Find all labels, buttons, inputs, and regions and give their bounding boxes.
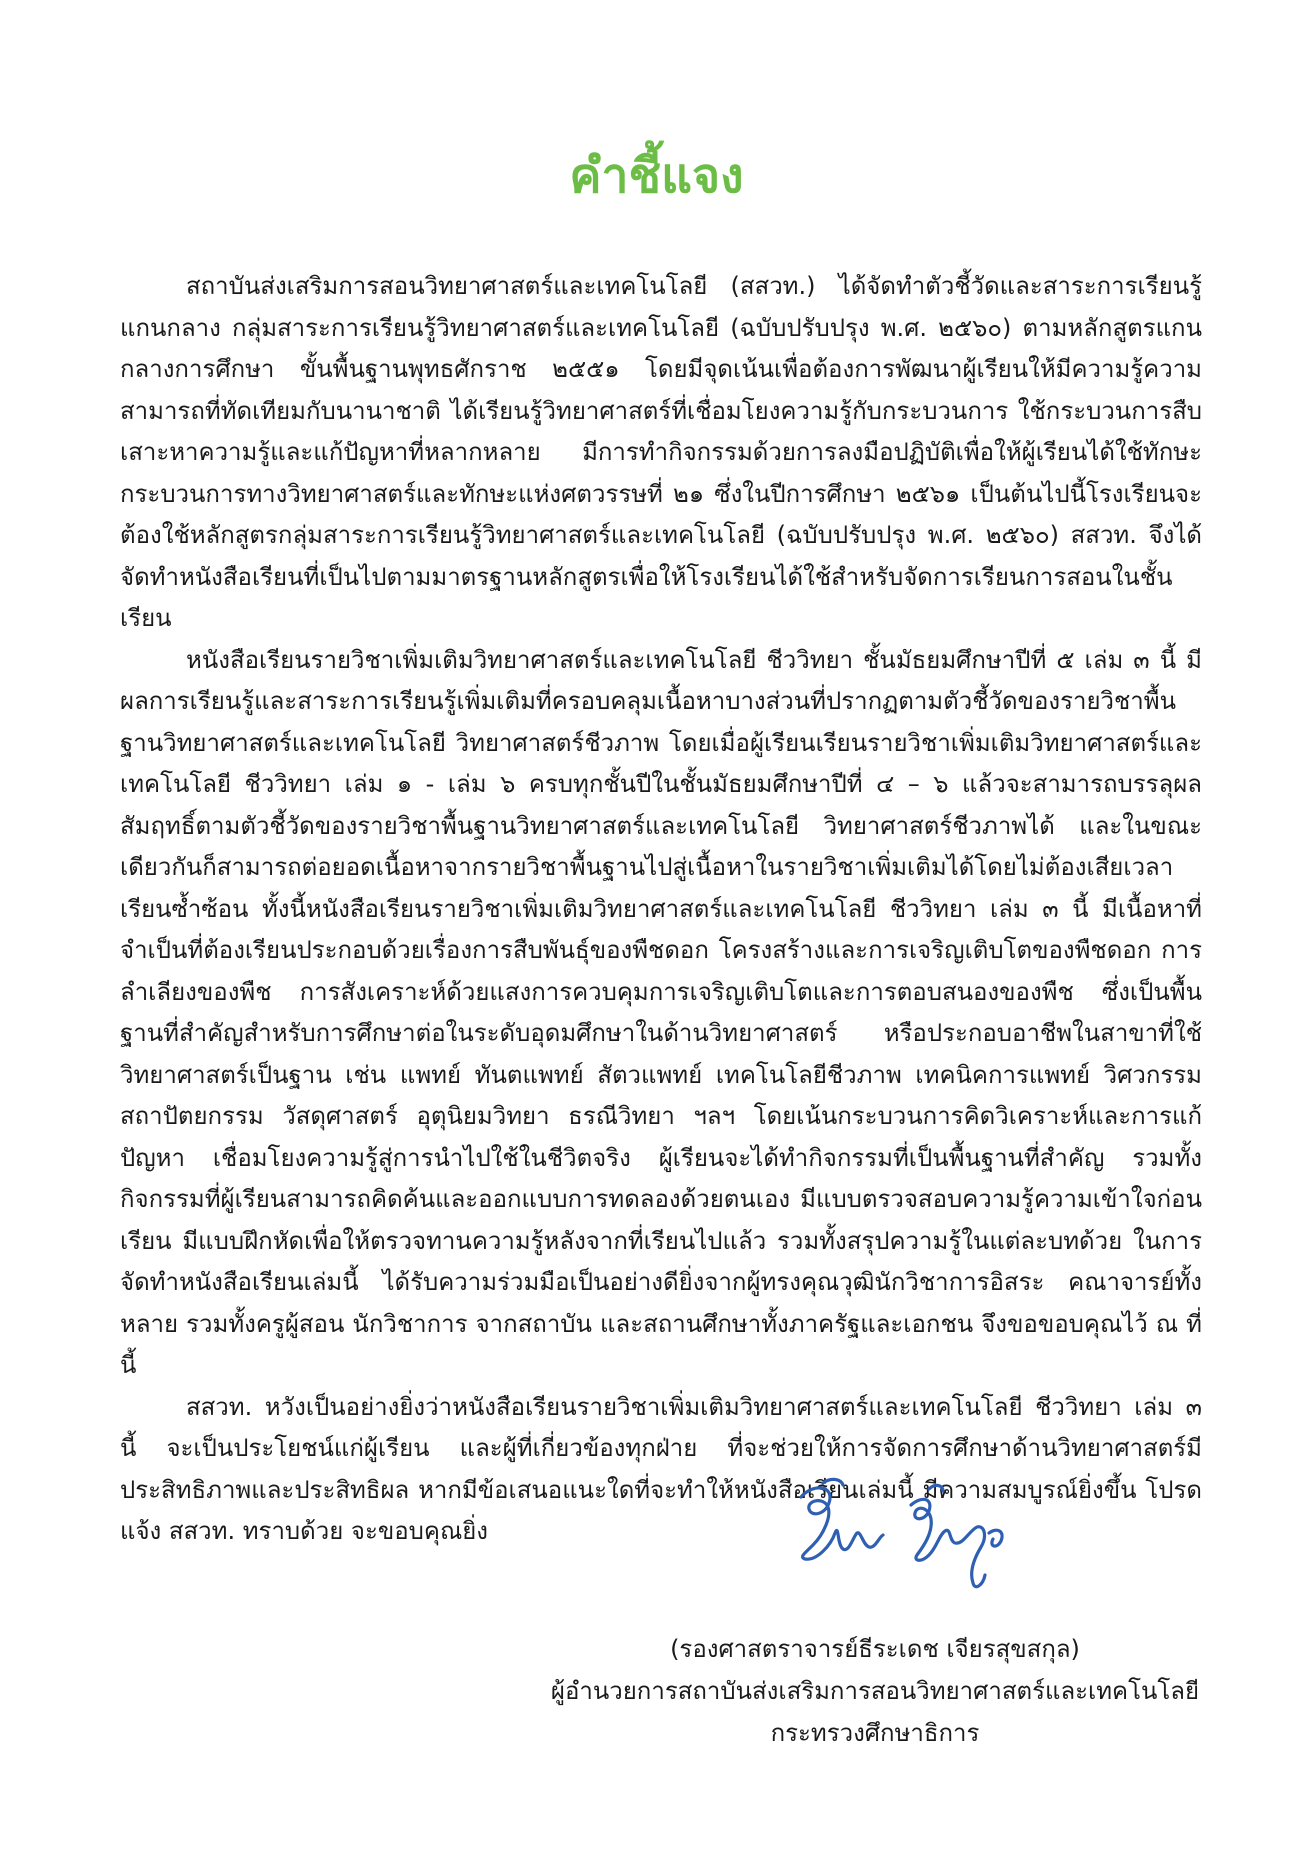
paragraph-closing: สสวท. หวังเป็นอย่างยิ่งว่าหนังสือเรียนรายวิชาเพิ่มเติมวิทยาศาสตร์และเทคโนโลยี ชีววิทยา เล่ม ๓ นี้ จะเป็นประโยชน์แก่ผู้เรียน และผู้ที่เกี่ยวข้องทุกฝ่าย ที่จะช่วยให้การจัดการศึกษาด้านวิทยาศาสตร์มีประสิทธิภาพและประสิทธิผล หากมีข้อเสนอแนะใดที่จะทำให้หนังสือเรียนเล่มนี้ มีความสมบูรณ์ยิ่งขึ้น โปรดแจ้ง สสวท. ทราบด้วย จะขอบคุณยิ่ง [120, 1392, 1202, 1545]
paragraph-book-content: หนังสือเรียนรายวิชาเพิ่มเติมวิทยาศาสตร์และเทคโนโลยี ชีววิทยา ชั้นมัธยมศึกษาปีที่ ๕ เล่ม ๓ นี้ มีผลการเรียนรู้และสาระการเรียนรู้เพิ่มเติมที่ครอบคลุมเนื้อหาบางส่วนที่ปรากฏตามตัวชี้วัดของรายวิชาพื้นฐานวิทยาศาสตร์และเทคโนโลยี วิทยาศาสตร์ชีวภาพ โดยเมื่อผู้เรียนเรียนรายวิชาเพิ่มเติมวิทยาศาสตร์และเทคโนโลยี ชีววิทยา เล่ม ๑ - เล่ม ๖ ครบทุกชั้นปีในชั้นมัธยมศึกษาปีที่ ๔ – ๖ แล้วจะสามารถบรรลุผลสัมฤทธิ์ตามตัวชี้วัดของรายวิชาพื้นฐานวิทยาศาสตร์และเทคโนโลยี วิทยาศาสตร์ชีวภาพได้ และในขณะเดียวกันก็สามารถต่อยอดเนื้อหาจากรายวิชาพื้นฐานไปสู่เนื้อหาในรายวิชาเพิ่มเติมได้โดยไม่ต้องเสียเวลาเรียนซ้ำซ้อน ทั้งนี้หนังสือเรียนรายวิชาเพิ่มเติมวิทยาศาสตร์และเทคโนโลยี ชีววิทยา เล่ม ๓ นี้ มีเนื้อหาที่จำเป็นที่ต้องเรียนประกอบด้วยเรื่องการสืบพันธุ์ของพืชดอก โครงสร้างและการเจริญเติบโตของพืชดอก การลำเลียงของพืช การสังเคราะห์ด้วยแสงการควบคุมการเจริญเติบโตและการตอบสนองของพืช ซึ่งเป็นพื้นฐานที่สำคัญสำหรับการศึกษาต่อในระดับอุดมศึกษาในด้านวิทยาศาสตร์ หรือประกอบอาชีพในสาขาที่ใช้วิทยาศาสตร์เป็นฐาน เช่น แพทย์ ทันตแพทย์ สัตวแพทย์ เทคโนโลยีชีวภาพ เทคนิคการแพทย์ วิศวกรรม สถาปัตยกรรม วัสดุศาสตร์ อุตุนิยมวิทยา ธรณีวิทยา ฯลฯ โดยเน้นกระบวนการคิดวิเคราะห์และการแก้ปัญหา เชื่อมโยงความรู้สู่การนำไปใช้ในชีวิตจริง ผู้เรียนจะได้ทำกิจกรรมที่เป็นพื้นฐานที่สำคัญ รวมทั้งกิจกรรมที่ผู้เรียนสามารถคิดค้นและออกแบบการทดลองด้วยตนเอง มีแบบตรวจสอบความรู้ความเข้าใจก่อนเรียน มีแบบฝึกหัดเพื่อให้ตรวจทานความรู้หลังจากที่เรียนไปแล้ว รวมทั้งสรุปความรู้ในแต่ละบทด้วย ในการจัดทำหนังสือเรียนเล่มนี้ ได้รับความร่วมมือเป็นอย่างดียิ่งจากผู้ทรงคุณวุฒินักวิชาการอิสระ คณาจารย์ทั้งหลาย รวมทั้งครูผู้สอน นักวิชาการ จากสถาบัน และสถานศึกษาทั้งภาครัฐและเอกชน จึงขอขอบคุณไว้ ณ ที่นี้ [120, 645, 1202, 1379]
signatory-name: (รองศาสตราจารย์ธีระเดช เจียรสุขสกุล) [670, 1635, 1080, 1663]
signatory-position: ผู้อำนวยการสถาบันส่งเสริมการสอนวิทยาศาสตร์และเทคโนโลยี [550, 1677, 1200, 1705]
handwritten-signature [783, 1475, 1023, 1615]
body-text [120, 266, 1202, 1553]
signature-block [480, 1628, 1270, 1754]
page-title: คำชี้แจง [569, 148, 744, 204]
paragraph-intro: สถาบันส่งเสริมการสอนวิทยาศาสตร์และเทคโนโลยี (สสวท.) ได้จัดทำตัวชี้วัดและสาระการเรียนรู้แกนกลาง กลุ่มสาระการเรียนรู้วิทยาศาสตร์และเทคโนโลยี (ฉบับปรับปรุง พ.ศ. ๒๕๖๐) ตามหลักสูตรแกนกลางการศึกษา ขั้นพื้นฐานพุทธศักราช ๒๕๕๑ โดยมีจุดเน้นเพื่อต้องการพัฒนาผู้เรียนให้มีความรู้ความสามารถที่ทัดเทียมกับนานาชาติ ได้เรียนรู้วิทยาศาสตร์ที่เชื่อมโยงความรู้กับกระบวนการ ใช้กระบวนการสืบเสาะหาความรู้และแก้ปัญหาที่หลากหลาย มีการทำกิจกรรมด้วยการลงมือปฏิบัติเพื่อให้ผู้เรียนได้ใช้ทักษะกระบวนการทางวิทยาศาสตร์และทักษะแห่งศตวรรษที่ ๒๑ ซึ่งในปีการศึกษา ๒๕๖๑ เป็นต้นไปนี้โรงเรียนจะต้องใช้หลักสูตรกลุ่มสาระการเรียนรู้วิทยาศาสตร์และเทคโนโลยี (ฉบับปรับปรุง พ.ศ. ๒๕๖๐) สสวท. จึงได้จัดทำหนังสือเรียนที่เป็นไปตามมาตรฐานหลักสูตรเพื่อให้โรงเรียนได้ใช้สำหรับจัดการเรียนการสอนในชั้นเรียน [120, 272, 1202, 632]
signatory-organization: กระทรวงศึกษาธิการ [770, 1719, 980, 1747]
